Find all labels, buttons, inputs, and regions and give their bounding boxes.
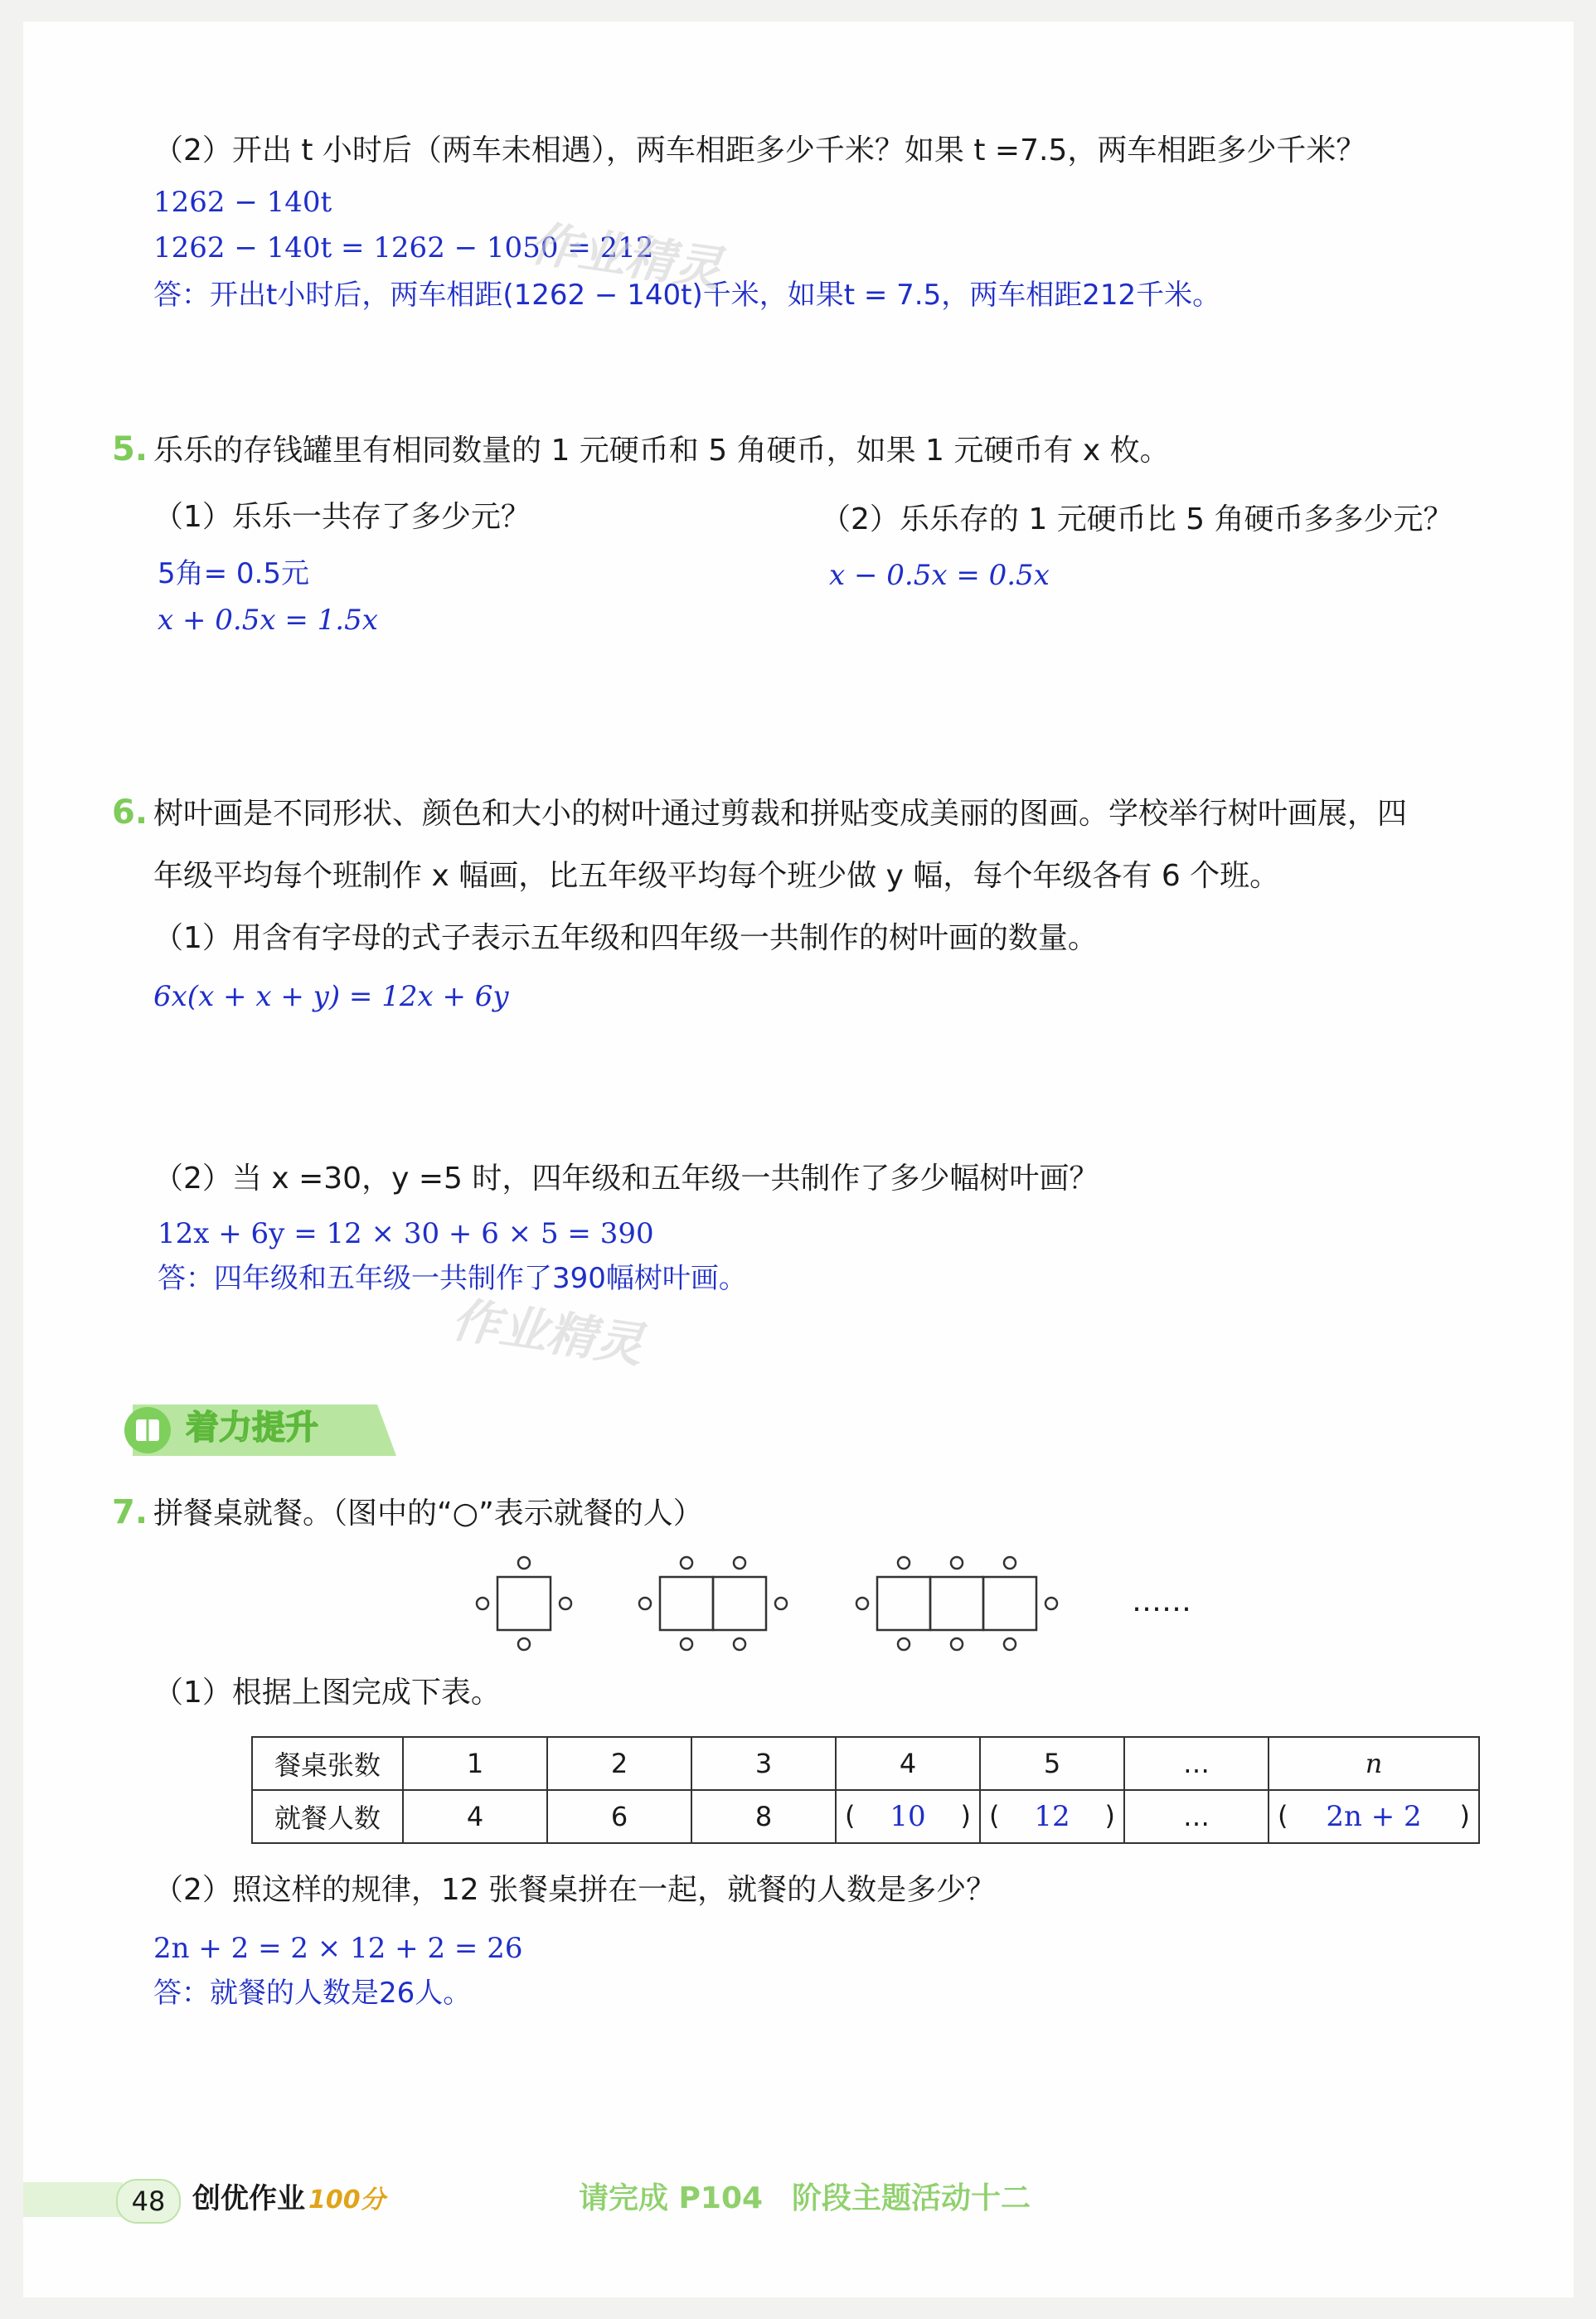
paren-open: ( <box>1278 1800 1288 1831</box>
watermark-1: 作业精灵 <box>526 215 725 298</box>
table-2a-rect <box>660 1577 713 1630</box>
seat-circle <box>518 1557 530 1569</box>
row-label-cell: 就餐人数 <box>252 1790 403 1843</box>
tables-diagram <box>473 1550 1070 1658</box>
table-cell: 2 <box>547 1737 691 1790</box>
table-cell: 8 <box>691 1790 836 1843</box>
q7-stem: 拼餐桌就餐。（图中的“○”表示就餐的人） <box>153 1497 703 1531</box>
seat-circle <box>477 1598 488 1609</box>
q6-stem-line1: 树叶画是不同形状、颜色和大小的树叶通过剪裁和拼贴变成美丽的图画。学校举行树叶画展，四 <box>153 797 1408 831</box>
q7-answer2: 答：就餐的人数是26人。 <box>153 1977 472 2010</box>
answer-value: 2n + 2 <box>1326 1800 1422 1833</box>
table-cell: 3 <box>691 1737 836 1790</box>
footer-brand: 创优作业 <box>192 2182 305 2215</box>
footer-stripe <box>23 2182 123 2217</box>
q5-answer2: x + 0.5x = 1.5x <box>158 604 378 637</box>
table-row <box>252 1790 1479 1843</box>
paren-close: ) <box>960 1800 971 1831</box>
answer-cell <box>1269 1790 1479 1843</box>
seat-circle <box>560 1598 571 1609</box>
q5-part1: （1）乐乐一共存了多少元？ <box>153 500 531 534</box>
table-cell: n <box>1269 1737 1479 1790</box>
table-cell: 4 <box>836 1737 980 1790</box>
page-number: 48 <box>116 2179 181 2224</box>
footer-brand-suffix: 100分 <box>308 2186 386 2215</box>
watermark-2: 作业精灵 <box>448 1291 647 1374</box>
q6-part2: （2）当 x =30，y =5 时，四年级和五年级一共制作了多少幅树叶画？ <box>153 1162 1099 1196</box>
section-title: 着力提升 <box>186 1409 318 1447</box>
q4-part2-question: （2）开出 t 小时后（两车未相遇），两车相距多少千米？如果 t =7.5，两车相距多少千米？ <box>153 133 1366 167</box>
table-cell: 5 <box>980 1737 1124 1790</box>
q6-answer3: 答：四年级和五年级一共制作了390幅树叶画。 <box>158 1262 747 1295</box>
seat-circle <box>518 1638 530 1650</box>
q6-number: 6. <box>112 793 148 832</box>
q7-number: 7. <box>112 1493 148 1531</box>
q5-number: 5. <box>112 430 148 468</box>
q7-part1: （1）根据上图完成下表。 <box>153 1676 501 1710</box>
q6-answer2: 12x + 6y = 12 × 30 + 6 × 5 = 390 <box>158 1217 654 1250</box>
q5-answer3: x − 0.5x = 0.5x <box>829 559 1050 592</box>
answer-value: 10 <box>890 1800 926 1833</box>
table-cell: … <box>1124 1790 1269 1843</box>
table-3a-rect <box>877 1577 930 1630</box>
answer-cell <box>980 1790 1124 1843</box>
footer-note: 请完成 P104 <box>579 2181 764 2215</box>
table-1-rect <box>497 1577 551 1630</box>
diagram-ellipsis: …… <box>1132 1584 1191 1618</box>
table-cell: 1 <box>403 1737 547 1790</box>
paren-open: ( <box>989 1800 1000 1831</box>
q6-part1: （1）用含有字母的式子表示五年级和四年级一共制作的树叶画的数量。 <box>153 921 1098 955</box>
q7-table <box>251 1736 1480 1844</box>
q5-part2: （2）乐乐存的 1 元硬币比 5 角硬币多多少元？ <box>821 502 1453 536</box>
q5-answer1: 5角= 0.5元 <box>158 557 309 590</box>
q7-part2: （2）照这样的规律，12 张餐桌拼在一起，就餐的人数是多少？ <box>153 1873 997 1907</box>
table-cell: 4 <box>403 1790 547 1843</box>
table-cell: … <box>1124 1737 1269 1790</box>
table-3b-rect <box>930 1577 983 1630</box>
q6-stem-line2: 年级平均每个班制作 x 幅画，比五年级平均每个班少做 y 幅，每个年级各有 6 个班。 <box>153 859 1280 893</box>
table-2b-rect <box>713 1577 766 1630</box>
table-3c-rect <box>983 1577 1036 1630</box>
answer-cell <box>836 1790 980 1843</box>
footer-activity: 阶段主题活动十二 <box>792 2181 1031 2215</box>
answer-value: 12 <box>1034 1800 1070 1833</box>
paren-close: ) <box>1459 1800 1470 1831</box>
header-label-cell: 餐桌张数 <box>252 1737 403 1790</box>
q4-answer-line2: 1262 − 140t = 1262 − 1050 = 212 <box>153 231 654 264</box>
q4-answer-line1: 1262 − 140t <box>153 186 332 219</box>
table-cell: 6 <box>547 1790 691 1843</box>
paren-open: ( <box>845 1800 856 1831</box>
section-badge <box>116 1400 398 1461</box>
table-row <box>252 1737 1479 1790</box>
q5-stem: 乐乐的存钱罐里有相同数量的 1 元硬币和 5 角硬币，如果 1 元硬币有 x 枚。 <box>153 434 1170 468</box>
q7-answer1: 2n + 2 = 2 × 12 + 2 = 26 <box>153 1932 523 1965</box>
q6-answer1: 6x(x + x + y) = 12x + 6y <box>153 980 509 1013</box>
q4-answer-line3: 答：开出t小时后，两车相距(1262 − 140t)千米，如果t = 7.5，两车相距212千米。 <box>153 279 1221 312</box>
paren-close: ) <box>1104 1800 1115 1831</box>
